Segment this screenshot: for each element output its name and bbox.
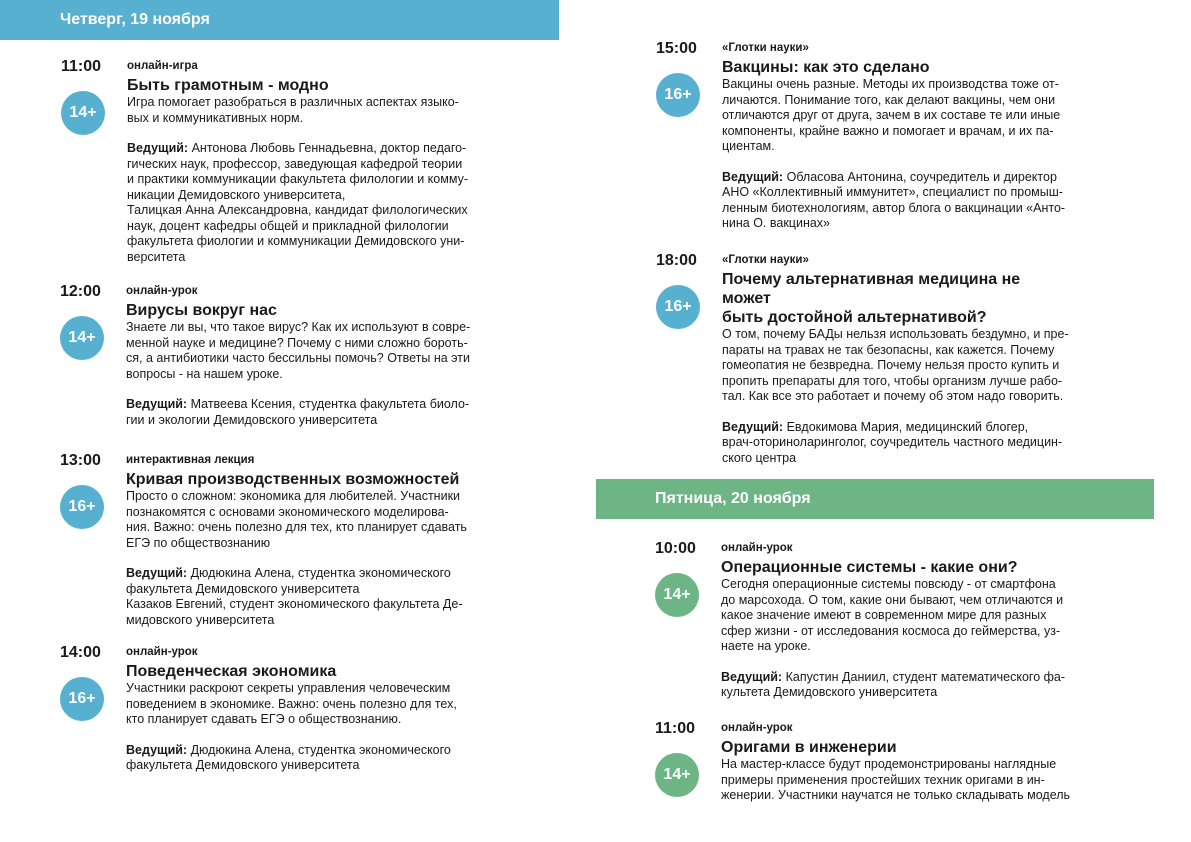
- description-line: ния. Важно: очень полезно для тех, кто планирует сдавать: [126, 520, 467, 534]
- description-line: отличаются друг от друга, зачем в их составе те или иные: [722, 108, 1061, 122]
- event-title: [722, 270, 1069, 327]
- description-line: О том, почему БАДы нельзя использовать бездумно, и пре-: [722, 327, 1069, 341]
- host-line: [127, 219, 468, 235]
- event-title: [721, 558, 1065, 577]
- event-title: [126, 470, 467, 489]
- event-title-line: Быть грамотным - модно: [127, 77, 329, 94]
- host-text: АНО «Коллективный иммунитет», специалист по промыш-: [722, 185, 1063, 199]
- host-text: факультета фиологии и коммуникации Демидовского уни-: [127, 234, 465, 248]
- event-type: интерактивная лекция: [126, 454, 255, 466]
- host-line: [721, 670, 1065, 686]
- host-label: Ведущий:: [126, 397, 188, 411]
- event-type: онлайн-урок: [126, 285, 198, 297]
- host-line: [127, 172, 468, 188]
- event-title-line: быть достойной альтернативой?: [722, 309, 987, 326]
- event-type: онлайн-урок: [721, 542, 793, 554]
- event-description: [722, 77, 1065, 155]
- host-line: [126, 758, 457, 774]
- host-text: Обласова Антонина, соучредитель и директор: [786, 169, 1057, 184]
- event-description: [721, 577, 1065, 655]
- host-text: нина О. вакцинах»: [722, 216, 831, 230]
- description-line: до марсохода. О том, какие они бывают, чем отличаются и: [721, 592, 1064, 607]
- host-text: Талицкая Анна Александровна, кандидат филологических: [127, 203, 468, 217]
- host-line: [127, 157, 468, 173]
- host-label: Ведущий:: [722, 169, 784, 184]
- day-header-thursday: [0, 0, 559, 40]
- description-line: вопросы - на нашем уроке.: [126, 366, 283, 381]
- age-badge: 16+: [60, 485, 104, 529]
- event-type: онлайн-урок: [126, 646, 198, 658]
- event-description: [126, 320, 470, 382]
- host-label: Ведущий:: [126, 566, 188, 580]
- host-text: Дюдюкина Алена, студентка экономического: [190, 566, 451, 580]
- description-line: ся, а антибиотики часто бессильны помочь? Ответы на эти: [126, 351, 470, 365]
- event-time: 11:00: [61, 58, 102, 75]
- host-text: факультета Демидовского университета: [126, 758, 360, 772]
- day-header-friday: [596, 479, 1154, 519]
- event-content: [721, 540, 1065, 701]
- host-line: [126, 582, 467, 598]
- host-text: наук, доцент кафедры общей и прикладной филологии: [127, 218, 449, 233]
- event-type: «Глотки науки»: [722, 42, 809, 54]
- event-time: 12:00: [60, 283, 101, 300]
- event-content: [127, 58, 468, 265]
- host-line: [126, 397, 470, 413]
- event-title: [721, 738, 1070, 757]
- description-line: кто планирует сдавать ЕГЭ о обществознанию.: [126, 712, 402, 726]
- host-label: Ведущий:: [721, 669, 783, 684]
- event-title-line: Почему альтернативная медицина не может: [722, 271, 1021, 307]
- description-line: На мастер-классе будут продемонстрированы наглядные: [721, 757, 1057, 771]
- host-label: Ведущий:: [722, 419, 784, 434]
- event-title: [722, 58, 1065, 77]
- host-text: Матвеева Ксения, студентка факультета биоло-: [190, 397, 470, 411]
- event-content: [722, 40, 1065, 232]
- event-title: [127, 76, 468, 95]
- event-title: [126, 301, 470, 320]
- event-host: [722, 170, 1065, 232]
- event-description: [127, 95, 468, 126]
- event-time: 18:00: [656, 252, 697, 269]
- event-content: [721, 720, 1070, 804]
- description-line: какое значение имеют в современном мире для разных: [721, 608, 1047, 622]
- host-text: и практики коммуникации факультета филологии и комму-: [127, 172, 468, 186]
- host-line: [127, 234, 468, 250]
- event-description: [126, 489, 467, 551]
- event-description: [126, 681, 457, 728]
- event-host: [127, 141, 468, 265]
- host-text: врач-оториноларинголог, соучредитель частного медицин-: [722, 435, 1063, 449]
- host-line: [722, 216, 1065, 232]
- host-label: Ведущий:: [127, 141, 189, 155]
- host-line: [126, 566, 467, 582]
- host-line: [126, 597, 467, 613]
- event-title-line: Вакцины: как это сделано: [722, 59, 930, 76]
- event-title-line: Кривая производственных возможностей: [126, 471, 460, 488]
- host-text: верситета: [127, 249, 186, 264]
- event-title-line: Вирусы вокруг нас: [126, 302, 277, 319]
- description-line: компоненты, крайне важно и помогает и врачам, и их па-: [722, 123, 1054, 138]
- event-type: «Глотки науки»: [722, 254, 809, 266]
- event-title-line: Оригами в инженерии: [721, 739, 897, 756]
- description-line: Участники раскроют секреты управления человеческим: [126, 681, 451, 695]
- description-line: тал. Как все это работает и почему об этом надо говорить.: [722, 389, 1064, 403]
- age-badge: 16+: [656, 73, 700, 117]
- event-host: [722, 420, 1069, 467]
- host-line: [126, 413, 470, 429]
- event-content: [126, 283, 470, 428]
- description-line: познакомятся с основами экономического моделирова-: [126, 504, 449, 519]
- age-badge: 14+: [60, 316, 104, 360]
- host-text: ленным биотехнологиям, автор блога о вакцинации «Анто-: [722, 200, 1066, 215]
- day-header-label: Пятница, 20 ноября: [655, 490, 811, 507]
- description-line: гомеопатия не безвредна. Почему нельзя просто купить и: [722, 358, 1060, 372]
- age-badge: 14+: [655, 753, 699, 797]
- host-text: Антонова Любовь Геннадьевна, доктор педаго-: [191, 141, 467, 155]
- event-host: [721, 670, 1065, 701]
- event-type: онлайн-игра: [127, 60, 198, 72]
- event-title-line: Операционные системы - какие они?: [721, 559, 1018, 576]
- host-text: культета Демидовского университета: [721, 685, 938, 699]
- description-line: Знаете ли вы, что такое вирус? Как их используют в совре-: [126, 320, 471, 334]
- host-line: [127, 203, 468, 219]
- description-line: поведением в экономике. Важно: очень полезно для тех,: [126, 696, 457, 711]
- host-line: [126, 743, 457, 759]
- host-text: Евдокимова Мария, медицинский блогер,: [786, 419, 1029, 434]
- age-badge: 16+: [656, 285, 700, 329]
- host-text: гических наук, профессор, заведующая кафедрой теории: [127, 156, 463, 171]
- host-text: Дюдюкина Алена, студентка экономического: [190, 742, 451, 757]
- description-line: Вакцины очень разные. Методы их производства тоже от-: [722, 77, 1059, 91]
- description-line: сфер жизни - от исследования космоса до геймерства, уз-: [721, 623, 1061, 638]
- description-line: циентам.: [722, 139, 775, 153]
- event-content: [126, 452, 467, 628]
- event-description: [722, 327, 1069, 405]
- host-text: факультета Демидовского университета: [126, 581, 360, 596]
- age-badge: 14+: [655, 573, 699, 617]
- host-text: никации Демидовского университета,: [127, 187, 346, 202]
- description-line: Просто о сложном: экономика для любителей. Участники: [126, 489, 461, 503]
- event-host: [126, 397, 470, 428]
- host-line: [722, 420, 1069, 436]
- event-title: [126, 662, 457, 681]
- event-time: 13:00: [60, 452, 101, 469]
- event-content: [722, 252, 1069, 466]
- description-line: личаются. Понимание того, как делают вакцины, чем они: [722, 92, 1056, 107]
- host-text: Капустин Даниил, студент математического фа-: [785, 669, 1066, 684]
- host-line: [722, 435, 1069, 451]
- host-line: [126, 613, 467, 629]
- host-label: Ведущий:: [126, 742, 188, 757]
- description-line: менной науке и медицине? Почему с ними сложно бороть-: [126, 335, 468, 350]
- event-host: [126, 743, 457, 774]
- event-time: 15:00: [656, 40, 697, 57]
- host-text: мидовского университета: [126, 612, 275, 627]
- event-description: [721, 757, 1070, 804]
- description-line: вых и коммуникативных норм.: [127, 110, 304, 125]
- host-line: [722, 451, 1069, 467]
- description-line: ЕГЭ по обществознанию: [126, 535, 271, 550]
- event-title-line: Поведенческая экономика: [126, 663, 337, 680]
- host-text: гии и экологии Демидовского университета: [126, 412, 378, 427]
- host-text: ского центра: [722, 450, 797, 465]
- host-line: [722, 170, 1065, 186]
- day-header-label: Четверг, 19 ноября: [60, 11, 210, 28]
- host-line: [722, 185, 1065, 201]
- event-time: 14:00: [60, 644, 101, 661]
- host-text: Казаков Евгений, студент экономического факультета Де-: [126, 597, 463, 611]
- description-line: женерии. Участники научатся не только складывать модель: [721, 788, 1071, 802]
- host-line: [127, 141, 468, 157]
- description-line: наете на уроке.: [721, 639, 811, 653]
- description-line: параты на травах не так безопасны, как кажется. Почему: [722, 342, 1055, 357]
- host-line: [127, 250, 468, 266]
- event-time: 10:00: [655, 540, 696, 557]
- host-line: [127, 188, 468, 204]
- host-line: [721, 685, 1065, 701]
- event-time: 11:00: [655, 720, 696, 737]
- description-line: пропить препараты для того, чтобы организм лучше рабо-: [722, 373, 1063, 388]
- description-line: Сегодня операционные системы повсюду - от смартфона: [721, 577, 1056, 591]
- event-type: онлайн-урок: [721, 722, 793, 734]
- age-badge: 14+: [61, 91, 105, 135]
- description-line: примеры применения простейших техник оригами в ин-: [721, 772, 1045, 787]
- host-line: [722, 201, 1065, 217]
- event-host: [126, 566, 467, 628]
- description-line: Игра помогает разобраться в различных аспектах языко-: [127, 95, 459, 109]
- age-badge: 16+: [60, 677, 104, 721]
- event-content: [126, 644, 457, 774]
